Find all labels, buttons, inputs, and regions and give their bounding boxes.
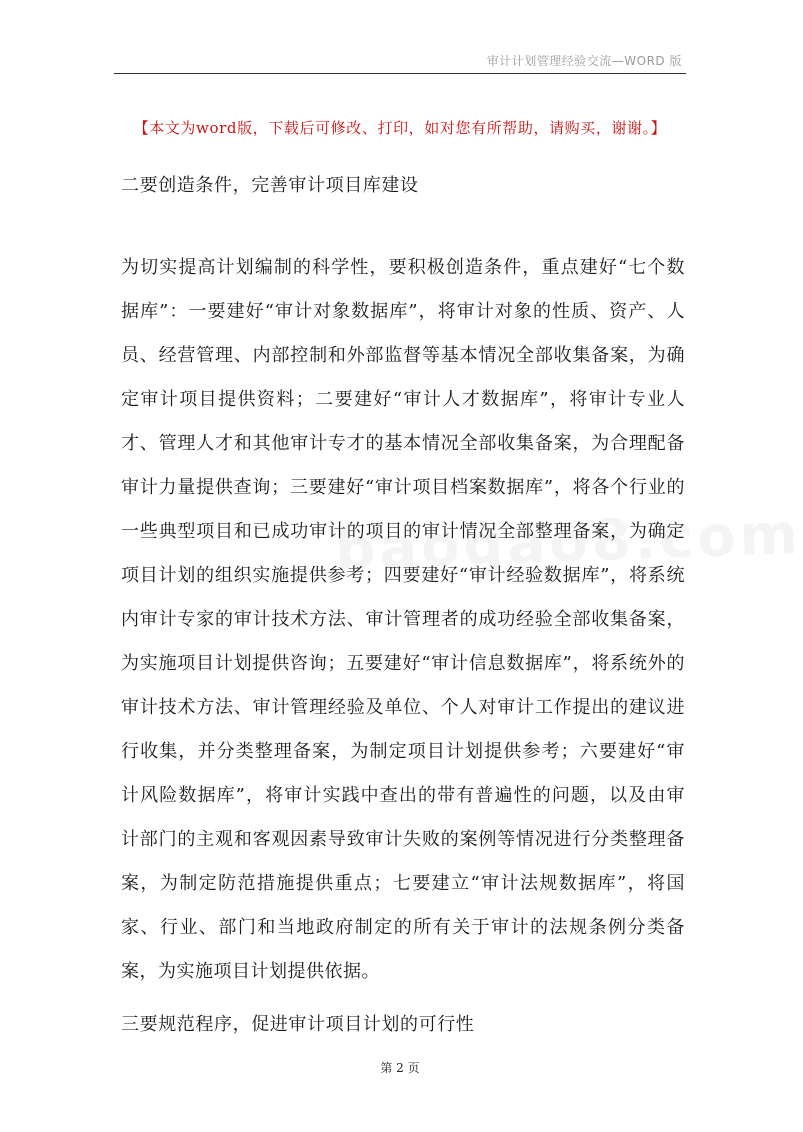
purchase-notice: 【本文为word版，下载后可修改、打印，如对您有所帮助，请购买，谢谢。】 [133,119,667,137]
section-heading-1: 二要创造条件，完善审计项目库建设 [121,175,419,196]
body-paragraph: 为切实提高计划编制的科学性，要积极创造条件，重点建好“七个数据库”：一要建好“审计对象数据库”，将审计对象的性质、资产、人员、经营管理、内部控制和外部监督等基本情况全部收集备案，为确定审计项目提供资料；二要建好“审计人才数据库”，将审计专业人才、管理人才和其他审计专才的基本情况全部收集备案，为合理配备审计力量提供查询；三要建好“审计项目档案数据库”，将各个行业的一些典型项目和已成功审计的项目的审计情况全部整理备案，为确定项目计划的组织实施提供参考；四要建好“审计经验数据库”，将系统内审计专家的审计技术方法、审计管理者的成功经验全部收集备案，为实施项目计划提供咨询；五要建好“审计信息数据库”，将系统外的审计技术方法、审计管理经验及单位、个人对审计工作提出的建议进行收集，并分类整理备案，为制定项目计划提供参考；六要建好“审计风险数据库”，将审计实践中查出的带有普遍性的问题，以及由审计部门的主观和客观因素导致审计失败的案例等情况进行分类整理备案，为制定防范措施提供重点；七要建立“审计法规数据库”，将国家、行业、部门和当地政府制定的所有关于审计的法规条例分类备案，为实施项目计划提供依据。 [121,257,685,982]
section-heading-2: 三要规范程序，促进审计项目计划的可行性 [121,1014,475,1035]
header-divider [114,73,686,74]
running-header-title: 审计计划管理经验交流—WORD 版 [486,54,682,68]
page-number: 第 2 页 [380,1061,420,1075]
